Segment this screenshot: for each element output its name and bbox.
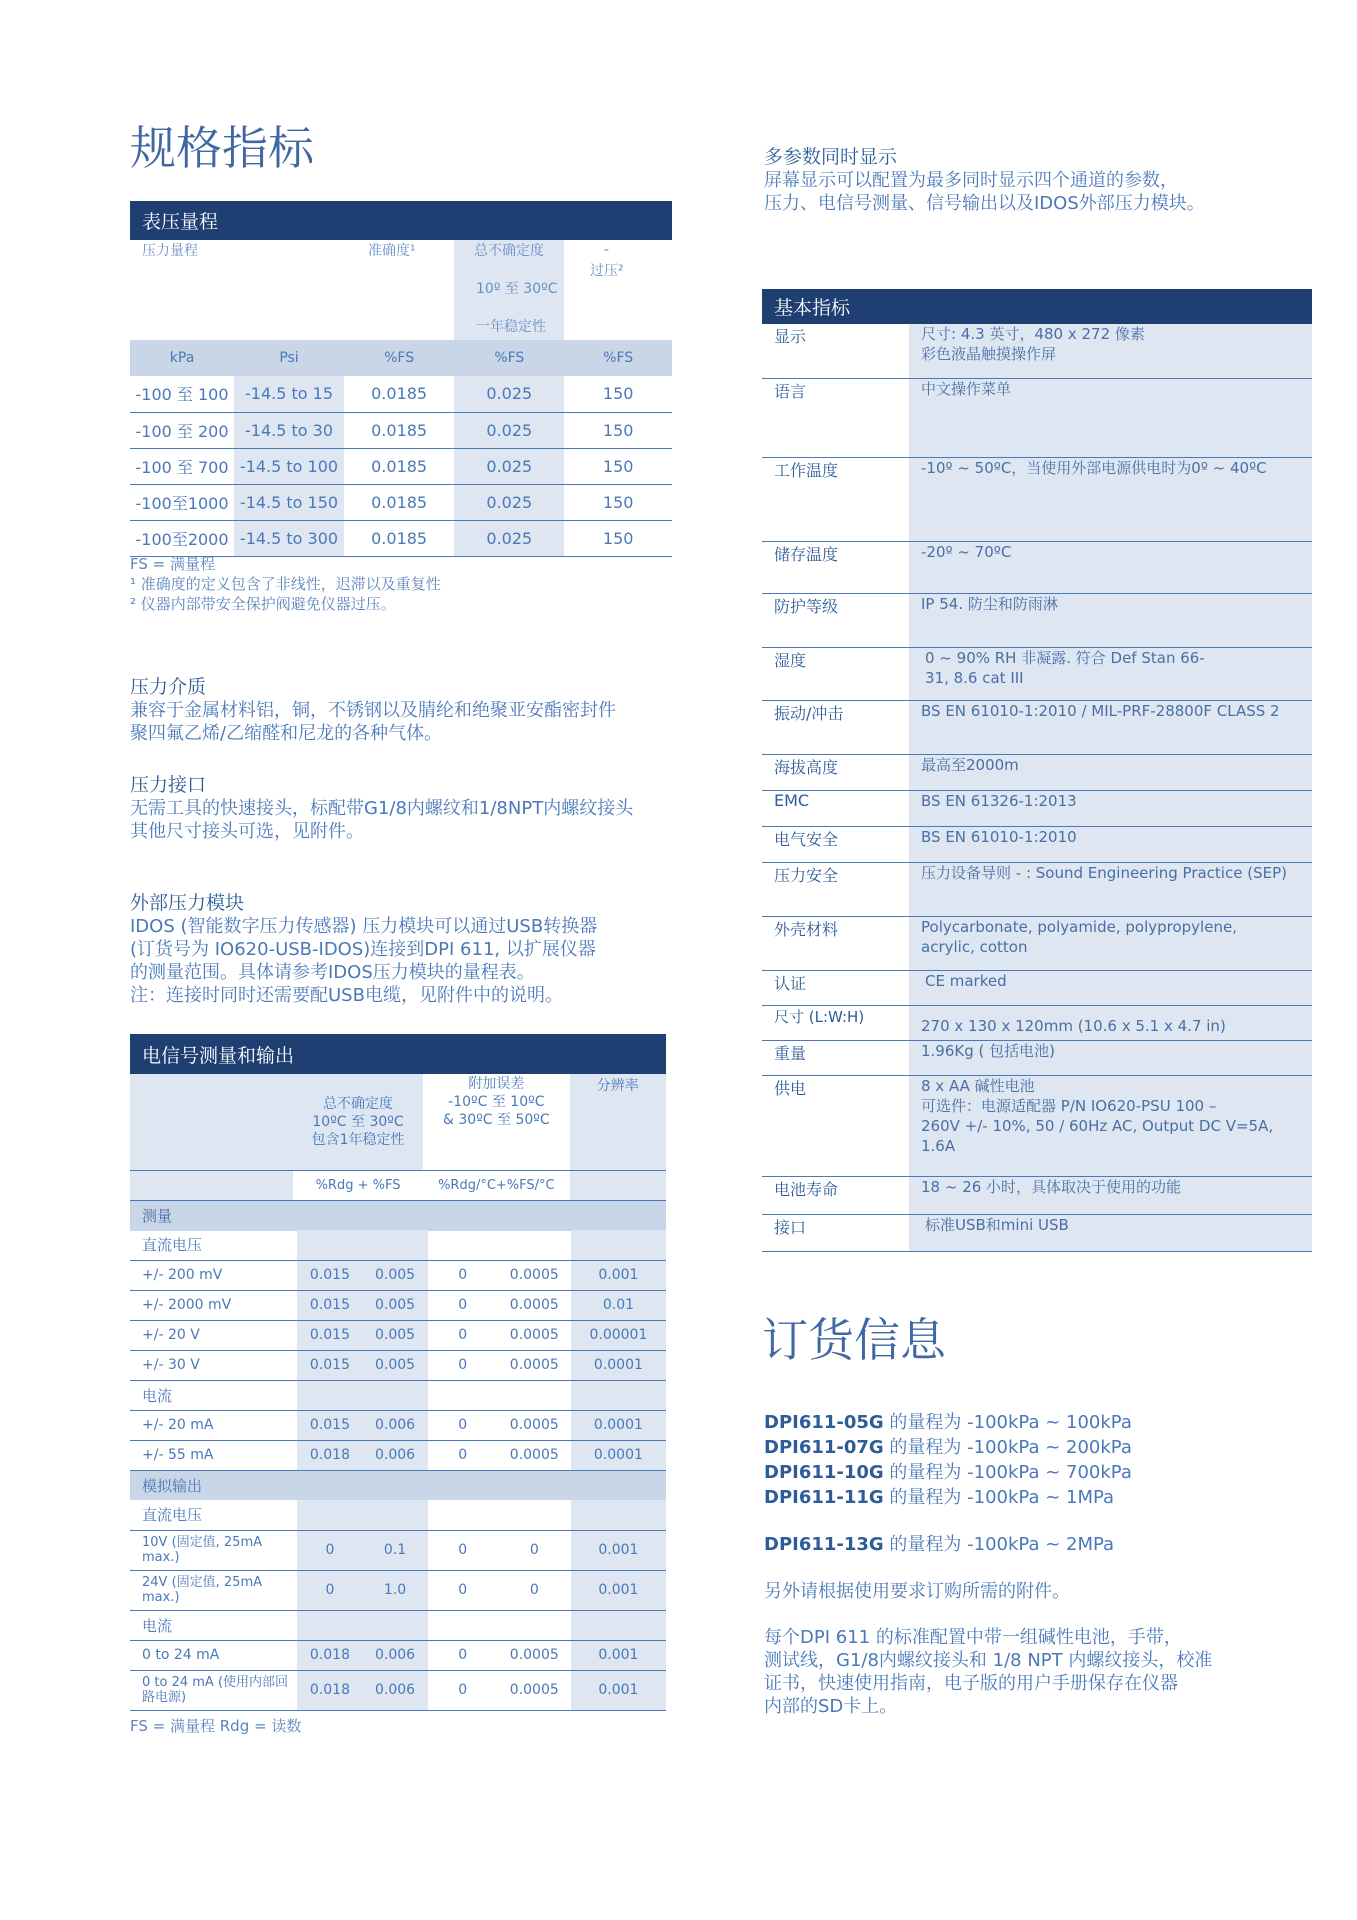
spec-row (762, 971, 1312, 1006)
cell: 0.006 (363, 1670, 428, 1710)
cell: -100至1000 (135, 493, 229, 513)
connection-section (130, 770, 690, 843)
order-text: 的量程为 -100kPa ~ 1MPa (883, 1487, 1115, 1508)
elec-units-row (130, 1170, 666, 1200)
elec-sec-output: 模拟输出 (142, 1476, 203, 1495)
elec-head-row (130, 1074, 666, 1170)
cell: 0.0001 (571, 1350, 666, 1380)
note-fs: FS = 满量程 (130, 555, 215, 573)
table-row (130, 484, 672, 520)
order-list (764, 1410, 1324, 1718)
media-line: 聚四氟乙烯/乙缩醛和尼龙的各种气体。 (130, 723, 443, 744)
spec-value-line: 彩色液晶触摸操作屏 (921, 345, 1057, 363)
cell: -14.5 to 100 (234, 448, 344, 484)
spec-key: 湿度 (774, 651, 807, 670)
electrical-note: FS = 满量程 Rdg = 读数 (130, 1717, 302, 1735)
elec-u-add: %Rdg/°C+%FS/°C (438, 1177, 555, 1193)
cell: +/- 20 V (142, 1327, 200, 1343)
order-text: 的量程为 -100kPa ~ 100kPa (883, 1412, 1132, 1433)
cell: 0.025 (454, 484, 564, 520)
order-line: 每个DPI 611 的标准配置中带一组碱性电池，手带， (764, 1627, 1182, 1648)
cell: 0.001 (571, 1640, 666, 1670)
order-line: 测试线，G1/8内螺纹接头和 1/8 NPT 内螺纹接头，校准 (764, 1650, 1213, 1671)
cell: 1.0 (363, 1570, 428, 1610)
unit-cell: %FS (603, 350, 634, 366)
order-code: DPI611-05G (764, 1412, 884, 1433)
order-text: 的量程为 -100kPa ~ 2MPa (883, 1534, 1115, 1555)
cell: 0 (458, 1267, 468, 1283)
cell: 0 (458, 1447, 468, 1463)
group-row (130, 1610, 666, 1640)
cell: 0.01 (571, 1290, 666, 1320)
gauge-units-row (130, 340, 672, 376)
cell: 0.0001 (571, 1410, 666, 1440)
spec-row (762, 755, 1312, 791)
cell: 0.005 (363, 1320, 428, 1350)
spec-row (762, 1177, 1312, 1215)
table-row (130, 1320, 666, 1350)
group-label: 直流电压 (142, 1236, 203, 1255)
cell: 0 (458, 1297, 468, 1313)
cell: 0 (297, 1530, 362, 1570)
order-item (764, 1485, 1324, 1510)
cell: 0.015 (297, 1260, 362, 1290)
gauge-notes (130, 554, 441, 614)
cell: -14.5 to 300 (234, 520, 344, 556)
table-row (130, 376, 672, 412)
table-row (130, 1440, 666, 1470)
media-line: 兼容于金属材料铝，铜，不锈钢以及腈纶和绝聚亚安酯密封件 (130, 700, 616, 721)
cell: 0.0185 (371, 528, 428, 548)
cell: 0.025 (454, 376, 564, 412)
cell: 0.015 (297, 1350, 362, 1380)
order-item (764, 1532, 1324, 1557)
table-row (130, 1640, 666, 1670)
spec-value-line: 0 ~ 90% RH 非凝露. 符合 Def Stan 66- (925, 649, 1205, 667)
group-label: 直流电压 (142, 1506, 203, 1525)
table-row (130, 1530, 666, 1570)
spec-value-line: 1.6A (921, 1137, 956, 1155)
spec-value: 标准USB和mini USB (909, 1215, 1312, 1251)
spec-row (762, 1076, 1312, 1177)
gauge-col-headers (130, 240, 672, 340)
cell: 0 (297, 1570, 362, 1610)
spec-key: 显示 (774, 327, 807, 346)
table-row (130, 1350, 666, 1380)
gauge-header: 表压量程 (130, 201, 672, 240)
spec-key: 认证 (774, 974, 807, 993)
group-row (130, 1380, 666, 1410)
elec-h-unc-2: 10ºC 至 30ºC (312, 1113, 404, 1130)
order-item (764, 1410, 1324, 1435)
spec-value: 270 x 130 x 120mm (10.6 x 5.1 x 4.7 in) (909, 1006, 1312, 1040)
cell: 0.006 (363, 1440, 428, 1470)
spec-key: EMC (774, 791, 810, 810)
table-row (130, 520, 672, 556)
cell: 0.0001 (571, 1440, 666, 1470)
table-row (130, 1410, 666, 1440)
spec-key: 外壳材料 (774, 920, 839, 939)
spec-row (762, 379, 1312, 458)
unit-cell: Psi (279, 350, 299, 366)
table-row (130, 1670, 666, 1710)
cell: 0.001 (571, 1670, 666, 1710)
spec-value: CE marked (909, 971, 1312, 1005)
cell: +/- 2000 mV (142, 1297, 232, 1313)
spec-row (762, 1041, 1312, 1076)
gauge-h-unc3: 一年稳定性 (476, 319, 546, 335)
table-row (130, 1290, 666, 1320)
spec-key: 供电 (774, 1079, 807, 1098)
cell: 0 (458, 1417, 468, 1433)
order-code: DPI611-13G (764, 1534, 884, 1555)
spec-key: 语言 (774, 382, 807, 401)
spec-row (762, 542, 1312, 594)
unit-cell: %FS (384, 350, 415, 366)
cell: 0.018 (297, 1440, 362, 1470)
cell: -14.5 to 15 (234, 376, 344, 412)
spec-key: 接口 (774, 1218, 807, 1237)
multi-line: 屏幕显示可以配置为最多同时显示四个通道的参数， (764, 170, 1178, 191)
spec-value: 中文操作菜单 (909, 379, 1312, 457)
external-line: 的测量范围。具体请参考IDOS压力模块的量程表。 (130, 962, 535, 983)
cell: 0.001 (571, 1260, 666, 1290)
cell: 0.005 (363, 1290, 428, 1320)
unit-cell: kPa (169, 350, 195, 366)
cell: 0 (458, 1582, 468, 1598)
spec-value: -10º ~ 50ºC，当使用外部电源供电时为0º ~ 40ºC (909, 458, 1312, 541)
order-title: 订货信息 (762, 1313, 946, 1367)
cell: 24V (固定值, 25mA max.) (142, 1575, 263, 1605)
spec-value: IP 54. 防尘和防雨淋 (909, 594, 1312, 647)
cell: 0.0005 (509, 1417, 559, 1433)
spec-value: BS EN 61010-1:2010 / MIL-PRF-28800F CLASS 2 (909, 701, 1312, 754)
external-section (130, 888, 690, 1007)
spec-value (909, 917, 1312, 970)
spec-value-line: acrylic, cotton (921, 938, 1028, 956)
spec-value (909, 1076, 1312, 1176)
order-text: 的量程为 -100kPa ~ 700kPa (883, 1462, 1132, 1483)
spec-row (762, 917, 1312, 971)
spec-value-line: 8 x AA 碱性电池 (921, 1077, 1035, 1095)
cell: -14.5 to 150 (234, 484, 344, 520)
elec-u-unc: %Rdg + %FS (315, 1177, 401, 1193)
spec-key: 电气安全 (774, 830, 839, 849)
cell: 0 (458, 1682, 468, 1698)
order-item (764, 1435, 1324, 1460)
spec-value-line: 尺寸: 4.3 英寸，480 x 272 像素 (921, 325, 1145, 343)
table-row (130, 412, 672, 448)
basic-header: 基本指标 (762, 289, 1312, 324)
table-row (130, 1570, 666, 1610)
gauge-table (130, 340, 672, 557)
spec-value: 最高至2000m (909, 755, 1312, 790)
cell: 0 (529, 1542, 539, 1558)
spec-row (762, 827, 1312, 863)
spec-value: BS EN 61010-1:2010 (909, 827, 1312, 862)
order-line: 证书，快速使用指南，电子版的用户手册保存在仪器 (764, 1673, 1178, 1694)
order-standard-config (764, 1626, 1324, 1718)
gauge-h-range: 压力量程 (142, 243, 198, 259)
cell: +/- 200 mV (142, 1267, 223, 1283)
cell: 0.015 (297, 1290, 362, 1320)
cell: 0.006 (363, 1410, 428, 1440)
spec-value-line: Polycarbonate, polyamide, polypropylene, (921, 918, 1237, 936)
cell: 0.025 (454, 520, 564, 556)
spec-row (762, 863, 1312, 917)
page-title: 规格指标 (130, 121, 314, 175)
order-code: DPI611-10G (764, 1462, 884, 1483)
spec-row (762, 458, 1312, 542)
spec-row (762, 701, 1312, 755)
multi-section (764, 142, 1324, 215)
spec-value: -20º ~ 70ºC (909, 542, 1312, 593)
cell: 0.001 (571, 1530, 666, 1570)
spec-key: 海拔高度 (774, 758, 839, 777)
cell: 0.00001 (571, 1320, 666, 1350)
group-label: 电流 (142, 1386, 173, 1405)
basic-table (762, 324, 1312, 1252)
cell: 0 to 24 mA (142, 1647, 220, 1663)
cell: 150 (602, 456, 634, 476)
table-row (130, 1260, 666, 1290)
spec-row (762, 1006, 1312, 1041)
cell: 0.025 (454, 448, 564, 484)
elec-h-res: 分辨率 (570, 1074, 666, 1170)
order-accessories: 另外请根据使用要求订购所需的附件。 (764, 1581, 1070, 1602)
multi-title: 多参数同时显示 (764, 146, 898, 168)
cell: 0.025 (454, 412, 564, 448)
cell: 150 (602, 420, 634, 440)
cell: +/- 55 mA (142, 1447, 214, 1463)
cell: 0.0005 (509, 1647, 559, 1663)
elec-h-unc (293, 1074, 423, 1170)
section-row (130, 1470, 666, 1500)
cell: -100 至 700 (135, 457, 229, 477)
note-2: ² 仪器内部带安全保护阀避免仪器过压。 (130, 595, 396, 613)
cell: 0.0005 (509, 1682, 559, 1698)
cell: 0 (458, 1357, 468, 1373)
cell: 0.005 (363, 1260, 428, 1290)
cell: +/- 20 mA (142, 1417, 214, 1433)
gauge-h-unc2: 10º 至 30ºC (476, 281, 558, 297)
elec-h-add-3: & 30ºC 至 50ºC (443, 1112, 550, 1128)
gauge-h-overpressure: 过压² (590, 263, 624, 279)
spec-key: 尺寸 (L:W:H) (774, 1008, 865, 1026)
cell: 0.006 (363, 1640, 428, 1670)
cell: 150 (602, 384, 634, 404)
spec-value: 压力设备导则 - : Sound Engineering Practice (SEP) (909, 863, 1312, 916)
cell: -100 至 100 (135, 385, 229, 405)
spec-value (909, 648, 1312, 700)
cell: 0.0185 (371, 456, 428, 476)
elec-h-add-2: -10ºC 至 10ºC (448, 1094, 545, 1110)
elec-h-unc-3: 包含1年稳定性 (311, 1131, 405, 1148)
gauge-h-dash: - (604, 242, 610, 258)
cell: 0.0005 (509, 1357, 559, 1373)
connection-line: 无需工具的快速接头，标配带G1/8内螺纹和1/8NPT内螺纹接头 (130, 798, 634, 819)
cell: 0.0185 (371, 420, 428, 440)
elec-h-add-1: 附加误差 (468, 1076, 525, 1092)
cell: 0.1 (363, 1530, 428, 1570)
order-text: 的量程为 -100kPa ~ 200kPa (883, 1437, 1132, 1458)
cell: 0.005 (363, 1350, 428, 1380)
spec-key: 电池寿命 (774, 1180, 839, 1199)
cell: 0 (458, 1542, 468, 1558)
gauge-h-unc1: 总不确定度 (474, 243, 544, 259)
cell: -100 至 200 (135, 421, 229, 441)
spec-row (762, 648, 1312, 701)
cell: 0.015 (297, 1410, 362, 1440)
spec-key: 压力安全 (774, 866, 839, 885)
spec-value: 18 ~ 26 小时，具体取决于使用的功能 (909, 1177, 1312, 1214)
connection-title: 压力接口 (130, 774, 207, 796)
electrical-table (130, 1074, 666, 1200)
cell: 150 (602, 528, 634, 548)
cell: 0.0005 (509, 1447, 559, 1463)
group-label: 电流 (142, 1616, 173, 1635)
spec-key: 振动/冲击 (774, 704, 844, 723)
elec-rows (130, 1230, 666, 1711)
spec-row (762, 791, 1312, 827)
spec-row (762, 324, 1312, 379)
group-row (130, 1500, 666, 1530)
cell: 0.0185 (371, 492, 428, 512)
multi-line: 压力、电信号测量、信号输出以及IDOS外部压力模块。 (764, 193, 1205, 214)
unit-cell: %FS (494, 350, 525, 366)
cell: 0.0185 (371, 384, 428, 404)
gauge-h-accuracy: 准确度¹ (368, 243, 416, 259)
connection-line: 其他尺寸接头可选，见附件。 (130, 821, 364, 842)
order-line: 内部的SD卡上。 (764, 1696, 898, 1717)
cell: 0.0005 (509, 1267, 559, 1283)
spec-value: 1.96Kg ( 包括电池) (909, 1041, 1312, 1075)
spec-value: BS EN 61326-1:2013 (909, 791, 1312, 826)
cell: -100至2000 (135, 529, 229, 549)
cell: +/- 30 V (142, 1357, 200, 1373)
external-line: (订货号为 IO620-USB-IDOS)连接到DPI 611, 以扩展仪器 (130, 939, 596, 960)
electrical-body (130, 1200, 666, 1231)
cell: 0 (458, 1647, 468, 1663)
cell: 0.018 (297, 1640, 362, 1670)
cell: 0.018 (297, 1670, 362, 1710)
cell: 0 (529, 1582, 539, 1598)
order-item (764, 1460, 1324, 1485)
external-title: 外部压力模块 (130, 892, 245, 914)
spec-value (909, 324, 1312, 378)
spec-key: 工作温度 (774, 461, 839, 480)
elec-sec-measure: 测量 (130, 1200, 666, 1231)
external-line: IDOS (智能数字压力传感器) 压力模块可以通过USB转换器 (130, 916, 598, 937)
spec-row (762, 1215, 1312, 1252)
cell: 0.015 (297, 1320, 362, 1350)
note-1: ¹ 准确度的定义包含了非线性，迟滞以及重复性 (130, 575, 441, 593)
cell: 10V (固定值, 25mA max.) (142, 1535, 263, 1565)
cell: 0 (458, 1327, 468, 1343)
spec-key: 储存温度 (774, 545, 839, 564)
media-section (130, 672, 690, 745)
order-code: DPI611-07G (764, 1437, 884, 1458)
spec-value-line: 31, 8.6 cat III (925, 669, 1024, 687)
group-row (130, 1230, 666, 1260)
spec-value-line: 可选件：电源适配器 P/N IO620-PSU 100 – (921, 1097, 1217, 1115)
spec-key: 重量 (774, 1044, 807, 1063)
media-title: 压力介质 (130, 676, 207, 698)
elec-h-unc-1: 总不确定度 (323, 1095, 394, 1112)
order-code: DPI611-11G (764, 1487, 884, 1508)
cell: 0.001 (571, 1570, 666, 1610)
spec-key: 防护等级 (774, 597, 839, 616)
cell: 0.0005 (509, 1297, 559, 1313)
cell: -14.5 to 30 (234, 412, 344, 448)
cell: 150 (602, 492, 634, 512)
table-row (130, 448, 672, 484)
cell: 0.0005 (509, 1327, 559, 1343)
spec-row (762, 594, 1312, 648)
spec-value-line: 260V +/- 10%, 50 / 60Hz AC, Output DC V=5A, (921, 1117, 1274, 1135)
external-line: 注：连接时同时还需要配USB电缆，见附件中的说明。 (130, 985, 563, 1006)
elec-h-add (423, 1074, 569, 1170)
electrical-header: 电信号测量和输出 (130, 1034, 666, 1074)
cell: 0 to 24 mA (使用内部回路电源) (142, 1675, 289, 1705)
